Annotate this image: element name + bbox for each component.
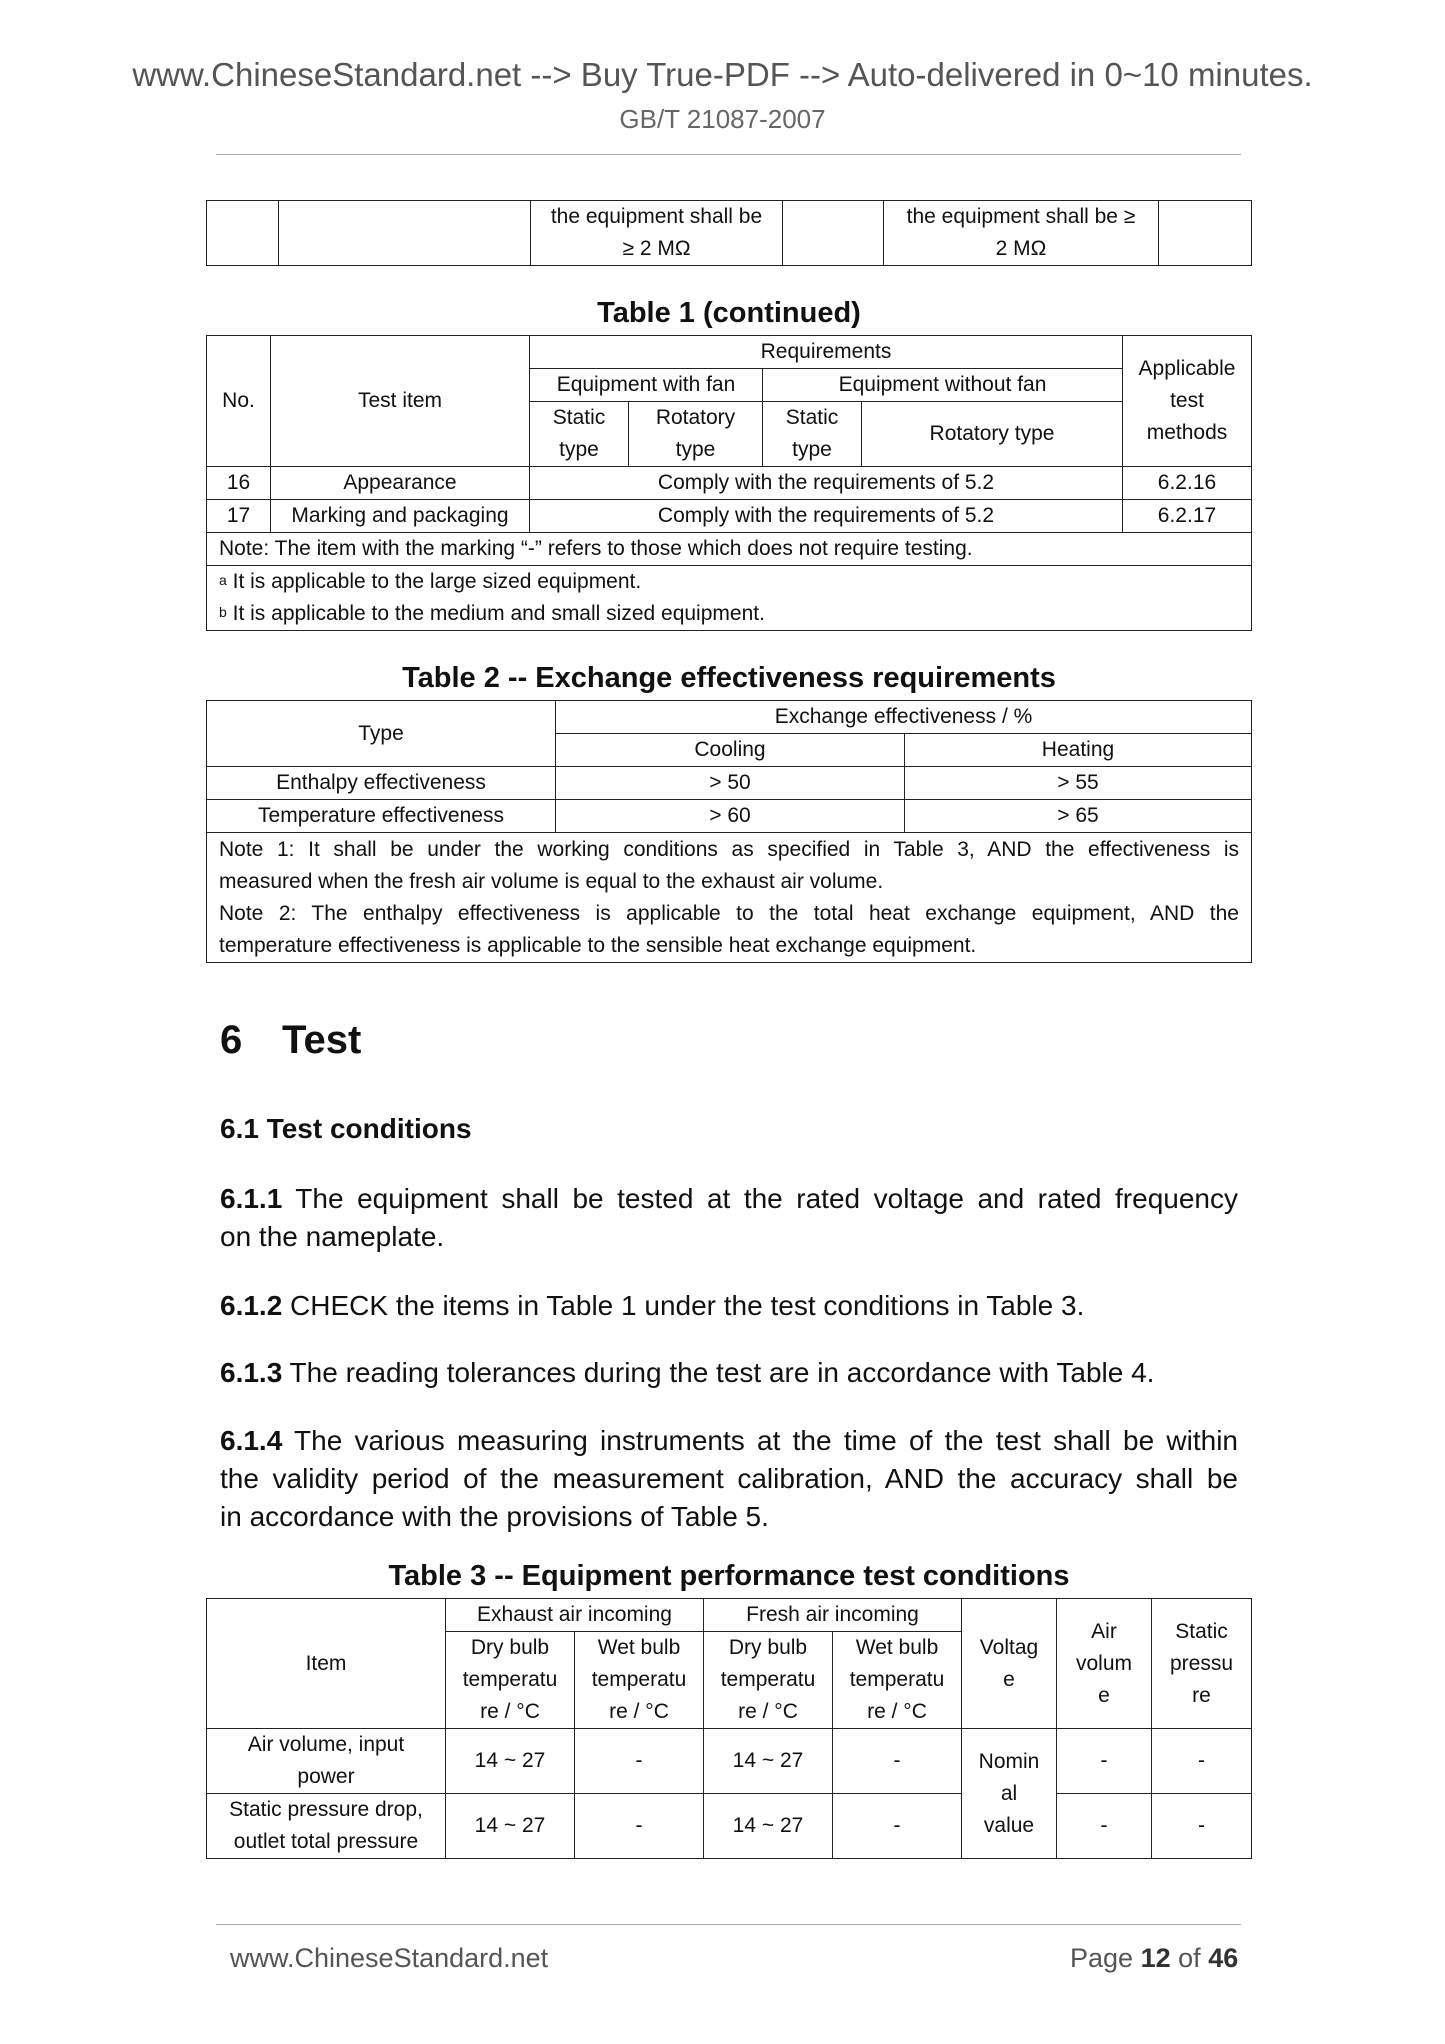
header-wb-l1: Wet bulb: [597, 1636, 681, 1659]
clause-number: 6.1.2: [220, 1290, 283, 1321]
table1-fragment: [206, 200, 1252, 266]
para-line: on the nameplate.: [220, 1221, 445, 1252]
para-line: [220, 1180, 1238, 1218]
header-t-l3: re / °C: [867, 1700, 927, 1723]
row-requirement: Comply with the requirements of 5.2: [530, 500, 1123, 533]
footnote-a-mark: a: [219, 572, 227, 588]
header-with-fan: Equipment with fan: [530, 369, 763, 402]
para-text: The various measuring instruments at the time of the test shall be within: [282, 1425, 1238, 1456]
header-rule: [216, 154, 1241, 155]
footer-link[interactable]: www.ChineseStandard.net: [230, 1943, 549, 1973]
header-type: Type: [207, 701, 556, 767]
fragment-cell: [783, 201, 884, 266]
header-static-1: [530, 402, 629, 467]
clause-number: 6.1.1: [220, 1183, 283, 1214]
header-t-l3: re / °C: [480, 1700, 540, 1723]
page-indicator: [1070, 1943, 1238, 1974]
footnote-a-text: It is applicable to the large sized equipment.: [226, 570, 642, 593]
header-heating: Heating: [905, 734, 1252, 767]
row-static-pressure: -: [1152, 1794, 1252, 1859]
subsection-heading: 6.1 Test conditions: [220, 1113, 472, 1144]
header-voltage: [962, 1599, 1057, 1729]
para-text: CHECK the items in Table 1 under the test conditions in Table 3.: [282, 1290, 1085, 1321]
header-methods-l2: test: [1170, 389, 1204, 412]
header-exhaust-dry-bulb: [446, 1632, 575, 1729]
row-requirement: Comply with the requirements of 5.2: [530, 467, 1123, 500]
page-number: 12: [1140, 1943, 1171, 1973]
fragment-text: the equipment shall be: [550, 205, 763, 228]
standard-code: GB/T 21087-2007: [619, 104, 826, 134]
header-exchange-effectiveness: Exchange effectiveness / %: [556, 701, 1252, 734]
table2-caption: Table 2 -- Exchange effectiveness requirements: [402, 662, 1056, 694]
header-air-l3: e: [1098, 1683, 1110, 1707]
para-line: the validity period of the measurement calibration, AND the accuracy shall be: [220, 1463, 1238, 1494]
row-item: Appearance: [271, 467, 530, 500]
row-item: [207, 1729, 446, 1794]
row-method: 6.2.16: [1123, 467, 1252, 500]
table-row: [207, 467, 1252, 500]
table-row: [207, 800, 1252, 833]
row-air-volume: -: [1057, 1794, 1152, 1859]
footnote-b: [219, 598, 1247, 630]
header-test-item: Test item: [271, 336, 530, 467]
table3-caption: Table 3 -- Equipment performance test conditions: [388, 1560, 1070, 1592]
header-static-l1: Static: [552, 406, 606, 429]
row-cooling: > 50: [556, 767, 905, 800]
header-static-2: [763, 402, 862, 467]
table1: [206, 335, 1252, 631]
header-cooling: Cooling: [556, 734, 905, 767]
para-line: [220, 1422, 1238, 1460]
clause-number: 6.1.3: [220, 1357, 283, 1388]
row-type: Enthalpy effectiveness: [207, 767, 556, 800]
header-t-l2: temperatu: [720, 1668, 816, 1691]
header-banner: www.ChineseStandard.net --> Buy True-PDF --> Auto-delivered in 0~10 minutes.: [132, 56, 1313, 93]
fragment-cell: [531, 201, 783, 266]
note1-line1: Note 1: It shall be under the working conditions as specified in Table 3, AND the effectiveness is: [219, 837, 1239, 861]
row-fresh-wb: -: [833, 1729, 962, 1794]
header-sp-l2: pressu: [1169, 1651, 1234, 1675]
voltage-l2: al: [1000, 1781, 1018, 1805]
row-exhaust-wb: -: [575, 1794, 704, 1859]
fragment-text: the equipment shall be ≥: [906, 205, 1136, 228]
voltage-l3: value: [983, 1813, 1035, 1837]
row-item: Marking and packaging: [271, 500, 530, 533]
header-fresh-dry-bulb: [704, 1632, 833, 1729]
header-static-l2: type: [792, 438, 832, 461]
header-voltage-l2: e: [1003, 1667, 1015, 1691]
header-no: No.: [207, 336, 271, 467]
para-text: The reading tolerances during the test are in accordance with Table 4.: [282, 1357, 1155, 1388]
row-voltage: [962, 1729, 1057, 1859]
header-methods: [1123, 336, 1252, 467]
note1-line2: measured when the fresh air volume is equal to the exhaust air volume.: [219, 869, 884, 893]
header-air-l2: volum: [1075, 1651, 1133, 1675]
clause-number: 6.1.4: [220, 1425, 283, 1456]
fragment-cell: [207, 201, 279, 266]
header-t-l2: temperatu: [849, 1668, 945, 1691]
fragment-text: ≥ 2 MΩ: [622, 237, 691, 260]
header-fresh: Fresh air incoming: [704, 1599, 962, 1632]
row-heating: > 55: [905, 767, 1252, 800]
row-no: 16: [207, 467, 271, 500]
table-row: [207, 1729, 1252, 1794]
header-rotatory-1: [629, 402, 763, 467]
header-sp-l1: Static: [1175, 1619, 1228, 1643]
header-methods-l3: methods: [1146, 421, 1228, 444]
header-t-l3: re / °C: [738, 1700, 798, 1723]
header-t-l3: re / °C: [609, 1700, 669, 1723]
note2-line2: temperature effectiveness is applicable to the sensible heat exchange equipment.: [219, 933, 977, 957]
row-type: Temperature effectiveness: [207, 800, 556, 833]
row-no: 17: [207, 500, 271, 533]
row-item-l2: outlet total pressure: [233, 1830, 419, 1853]
section-title: Test: [282, 1018, 362, 1062]
row-exhaust-db: 14 ~ 27: [446, 1729, 575, 1794]
table2-notes: [207, 833, 1252, 963]
header-sp-l3: re: [1192, 1683, 1211, 1707]
footnote-a: [219, 566, 1247, 598]
header-static-l2: type: [559, 438, 599, 461]
paragraph-6-1-4: [220, 1422, 1238, 1536]
section-number: 6: [220, 1018, 243, 1062]
table3: [206, 1598, 1252, 1859]
header-rotatory-l2: type: [675, 438, 716, 461]
header-static-pressure: [1152, 1599, 1252, 1729]
row-fresh-db: 14 ~ 27: [704, 1794, 833, 1859]
header-air-l1: Air: [1091, 1619, 1117, 1643]
table-row: [207, 767, 1252, 800]
header-t-l2: temperatu: [462, 1668, 558, 1691]
row-static-pressure: -: [1152, 1729, 1252, 1794]
header-item: Item: [207, 1599, 446, 1729]
note2-line1: Note 2: The enthalpy effectiveness is applicable to the total heat exchange equipment, AND the: [219, 901, 1239, 925]
fragment-cell: [884, 201, 1159, 266]
table1-footnotes: [207, 566, 1252, 631]
header-air-volume: [1057, 1599, 1152, 1729]
para-line: in accordance with the provisions of Table 5.: [220, 1501, 769, 1532]
paragraph-6-1-2: [220, 1287, 1238, 1325]
footnote-b-text: It is applicable to the medium and small sized equipment.: [226, 602, 765, 625]
header-rotatory-2: Rotatory type: [862, 402, 1123, 467]
header-without-fan: Equipment without fan: [763, 369, 1123, 402]
row-method: 6.2.17: [1123, 500, 1252, 533]
row-cooling: > 60: [556, 800, 905, 833]
footer-rule: [216, 1924, 1241, 1925]
row-exhaust-db: 14 ~ 27: [446, 1794, 575, 1859]
table-row: [207, 1794, 1252, 1859]
footnote-b-mark: b: [219, 604, 227, 620]
table-row: [207, 500, 1252, 533]
table1-caption: Table 1 (continued): [597, 297, 861, 329]
header-static-l1: Static: [785, 406, 839, 429]
section-heading: [220, 1018, 361, 1063]
row-item-l1: Static pressure drop,: [229, 1798, 423, 1821]
row-item-l1: Air volume, input: [247, 1733, 405, 1756]
table1-note: Note: The item with the marking “-” refers to those which does not require testing.: [207, 533, 1252, 566]
of-label: of: [1178, 1943, 1201, 1973]
fragment-cell: [1159, 201, 1252, 266]
header-requirements: Requirements: [530, 336, 1123, 369]
header-exhaust: Exhaust air incoming: [446, 1599, 704, 1632]
row-item: [207, 1794, 446, 1859]
row-item-l2: power: [297, 1765, 355, 1788]
paragraph-6-1-1: [220, 1180, 1238, 1256]
header-rotatory-l1: Rotatory: [655, 406, 736, 429]
fragment-cell: [279, 201, 531, 266]
page-label: Page: [1070, 1943, 1134, 1973]
fragment-text: 2 MΩ: [995, 237, 1047, 260]
table2: [206, 700, 1252, 963]
header-exhaust-wet-bulb: [575, 1632, 704, 1729]
header-db-l1: Dry bulb: [728, 1636, 808, 1659]
row-exhaust-wb: -: [575, 1729, 704, 1794]
page-total: 46: [1208, 1943, 1239, 1973]
header-methods-l1: Applicable: [1138, 357, 1236, 380]
paragraph-6-1-3: [220, 1354, 1238, 1392]
header-wb-l1: Wet bulb: [855, 1636, 939, 1659]
row-fresh-db: 14 ~ 27: [704, 1729, 833, 1794]
header-db-l1: Dry bulb: [470, 1636, 550, 1659]
header-fresh-wet-bulb: [833, 1632, 962, 1729]
header-t-l2: temperatu: [591, 1668, 687, 1691]
row-air-volume: -: [1057, 1729, 1152, 1794]
row-fresh-wb: -: [833, 1794, 962, 1859]
voltage-l1: Nomin: [978, 1749, 1040, 1773]
header-voltage-l1: Voltag: [979, 1635, 1039, 1659]
row-heating: > 65: [905, 800, 1252, 833]
para-text: The equipment shall be tested at the rated voltage and rated frequency: [282, 1183, 1238, 1214]
